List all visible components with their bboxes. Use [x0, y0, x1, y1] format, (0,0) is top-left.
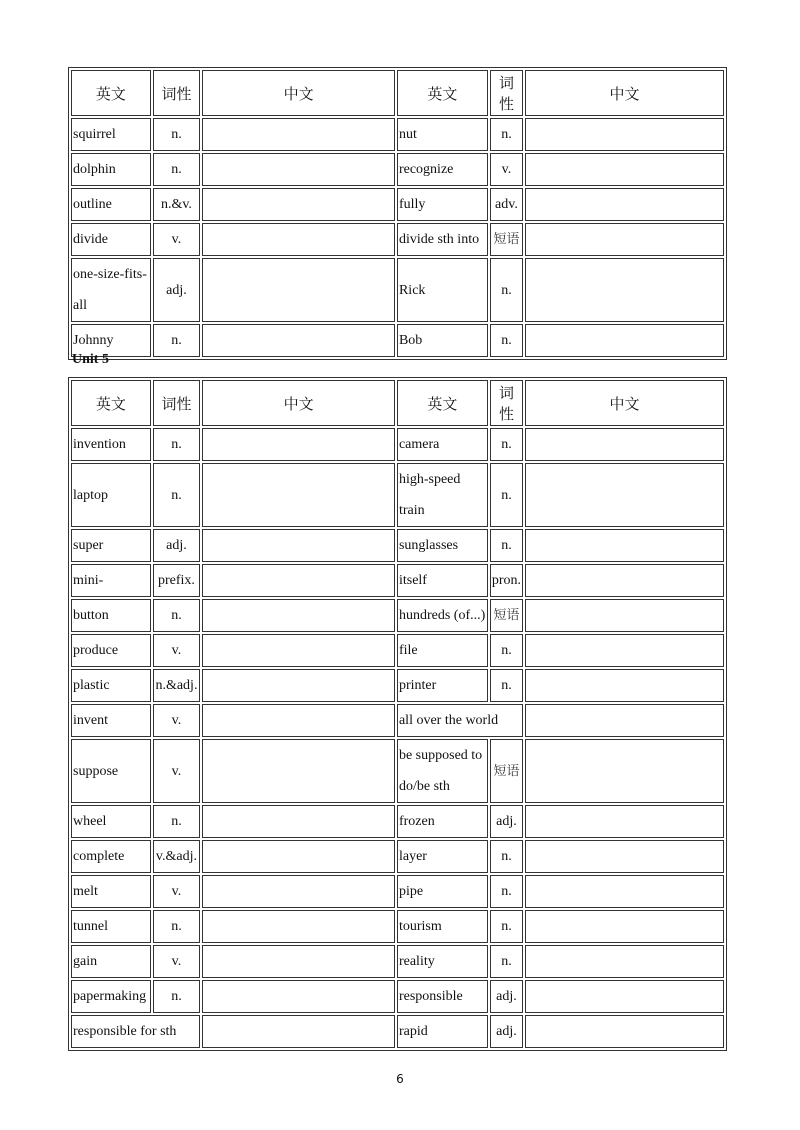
table-row: [71, 669, 724, 702]
english-word: super: [71, 529, 151, 562]
english-word: Rick: [397, 258, 488, 322]
english-word: outline: [71, 188, 151, 221]
table-row: [71, 840, 724, 873]
chinese-blank[interactable]: [202, 980, 395, 1013]
part-of-speech: n.: [490, 428, 523, 461]
table-row: [71, 875, 724, 908]
chinese-blank[interactable]: [525, 463, 724, 527]
header-english: 英文: [397, 70, 488, 116]
english-word: divide: [71, 223, 151, 256]
english-word: fully: [397, 188, 488, 221]
part-of-speech: 短语: [490, 599, 523, 632]
chinese-blank[interactable]: [525, 188, 724, 221]
table-row: [71, 324, 724, 357]
vocab-table-top: [68, 67, 727, 360]
table-row: [71, 258, 724, 322]
header-row: [71, 70, 724, 116]
chinese-blank[interactable]: [525, 599, 724, 632]
chinese-blank[interactable]: [525, 634, 724, 667]
part-of-speech: adj.: [490, 980, 523, 1013]
english-word: gain: [71, 945, 151, 978]
english-word: sunglasses: [397, 529, 488, 562]
english-word: reality: [397, 945, 488, 978]
chinese-blank[interactable]: [202, 118, 395, 151]
part-of-speech: n.: [153, 324, 200, 357]
table-row: [71, 463, 724, 527]
english-word: file: [397, 634, 488, 667]
english-word: Bob: [397, 324, 488, 357]
part-of-speech: n.&v.: [153, 188, 200, 221]
english-word: dolphin: [71, 153, 151, 186]
chinese-blank[interactable]: [525, 840, 724, 873]
header-row: [71, 380, 724, 426]
english-word: wheel: [71, 805, 151, 838]
part-of-speech: n.: [490, 875, 523, 908]
table-row: [71, 223, 724, 256]
part-of-speech: v.: [153, 945, 200, 978]
english-word: printer: [397, 669, 488, 702]
chinese-blank[interactable]: [202, 428, 395, 461]
english-word: be supposed to do/be sth: [397, 739, 488, 803]
table-row: [71, 980, 724, 1013]
header-pos: 词性: [490, 70, 523, 116]
chinese-blank[interactable]: [525, 669, 724, 702]
table-row: [71, 945, 724, 978]
chinese-blank[interactable]: [202, 463, 395, 527]
chinese-blank[interactable]: [202, 529, 395, 562]
chinese-blank[interactable]: [525, 910, 724, 943]
chinese-blank[interactable]: [525, 223, 724, 256]
chinese-blank[interactable]: [525, 980, 724, 1013]
header-chinese: 中文: [202, 70, 395, 116]
chinese-blank[interactable]: [202, 258, 395, 322]
table-row: [71, 1015, 724, 1048]
english-word: button: [71, 599, 151, 632]
part-of-speech: n.: [490, 634, 523, 667]
part-of-speech: n.&adj.: [153, 669, 200, 702]
header-pos: 词性: [153, 70, 200, 116]
english-word: suppose: [71, 739, 151, 803]
part-of-speech: adj.: [490, 805, 523, 838]
english-word: produce: [71, 634, 151, 667]
english-word: divide sth into: [397, 223, 488, 256]
part-of-speech: v.: [153, 739, 200, 803]
chinese-blank[interactable]: [202, 739, 395, 803]
chinese-blank[interactable]: [525, 875, 724, 908]
chinese-blank[interactable]: [202, 910, 395, 943]
english-word: squirrel: [71, 118, 151, 151]
page-number: 6: [396, 1072, 404, 1086]
header-chinese: 中文: [202, 380, 395, 426]
part-of-speech: n.: [490, 463, 523, 527]
english-word: nut: [397, 118, 488, 151]
part-of-speech: prefix.: [153, 564, 200, 597]
chinese-blank[interactable]: [525, 324, 724, 357]
english-word: laptop: [71, 463, 151, 527]
part-of-speech: n.: [153, 910, 200, 943]
table-row: [71, 188, 724, 221]
table-row: [71, 634, 724, 667]
chinese-blank[interactable]: [202, 1015, 395, 1048]
part-of-speech: n.: [490, 324, 523, 357]
part-of-speech: adj.: [153, 529, 200, 562]
chinese-blank[interactable]: [525, 1015, 724, 1048]
english-word: Johnny: [71, 324, 151, 357]
english-phrase: all over the world: [397, 704, 523, 737]
part-of-speech: n.: [490, 910, 523, 943]
chinese-blank[interactable]: [202, 153, 395, 186]
chinese-blank[interactable]: [525, 739, 724, 803]
chinese-blank[interactable]: [202, 840, 395, 873]
header-pos: 词性: [153, 380, 200, 426]
chinese-blank[interactable]: [202, 805, 395, 838]
part-of-speech: n.: [153, 118, 200, 151]
table-row: [71, 599, 724, 632]
english-word: responsible: [397, 980, 488, 1013]
part-of-speech: v.: [153, 875, 200, 908]
part-of-speech: n.: [153, 153, 200, 186]
part-of-speech: 短语: [490, 223, 523, 256]
part-of-speech: n.: [490, 669, 523, 702]
chinese-blank[interactable]: [525, 564, 724, 597]
part-of-speech: pron.: [490, 564, 523, 597]
part-of-speech: v.&adj.: [153, 840, 200, 873]
english-word: tourism: [397, 910, 488, 943]
chinese-blank[interactable]: [202, 875, 395, 908]
part-of-speech: adj.: [490, 1015, 523, 1048]
chinese-blank[interactable]: [202, 223, 395, 256]
english-word: recognize: [397, 153, 488, 186]
chinese-blank[interactable]: [202, 945, 395, 978]
unit-title: Unit 5: [72, 352, 109, 367]
chinese-blank[interactable]: [525, 945, 724, 978]
chinese-blank[interactable]: [202, 564, 395, 597]
header-english: 英文: [397, 380, 488, 426]
part-of-speech: v.: [153, 223, 200, 256]
table-row: [71, 739, 724, 803]
table-row: [71, 805, 724, 838]
english-phrase: responsible for sth: [71, 1015, 200, 1048]
english-word: itself: [397, 564, 488, 597]
english-word: melt: [71, 875, 151, 908]
chinese-blank[interactable]: [525, 704, 724, 737]
english-word: tunnel: [71, 910, 151, 943]
chinese-blank[interactable]: [525, 258, 724, 322]
header-english: 英文: [71, 380, 151, 426]
english-word: high-speed train: [397, 463, 488, 527]
chinese-blank[interactable]: [202, 704, 395, 737]
part-of-speech: n.: [490, 945, 523, 978]
chinese-blank[interactable]: [202, 669, 395, 702]
english-word: hundreds (of...): [397, 599, 488, 632]
table-row: [71, 564, 724, 597]
table-row: [71, 118, 724, 151]
part-of-speech: n.: [153, 428, 200, 461]
english-word: invent: [71, 704, 151, 737]
chinese-blank[interactable]: [525, 428, 724, 461]
english-word: invention: [71, 428, 151, 461]
chinese-blank[interactable]: [202, 188, 395, 221]
english-word: frozen: [397, 805, 488, 838]
chinese-blank[interactable]: [525, 153, 724, 186]
part-of-speech: n.: [490, 118, 523, 151]
table-row: [71, 153, 724, 186]
header-chinese: 中文: [525, 380, 724, 426]
part-of-speech: n.: [490, 529, 523, 562]
part-of-speech: v.: [153, 704, 200, 737]
header-english: 英文: [71, 70, 151, 116]
part-of-speech: n.: [153, 599, 200, 632]
english-word: plastic: [71, 669, 151, 702]
part-of-speech: n.: [153, 805, 200, 838]
english-word: one-size-fits-all: [71, 258, 151, 322]
part-of-speech: n.: [490, 840, 523, 873]
part-of-speech: adv.: [490, 188, 523, 221]
table-row: [71, 910, 724, 943]
part-of-speech: 短语: [490, 739, 523, 803]
english-word: papermaking: [71, 980, 151, 1013]
chinese-blank[interactable]: [525, 118, 724, 151]
chinese-blank[interactable]: [525, 805, 724, 838]
part-of-speech: v.: [490, 153, 523, 186]
english-word: mini-: [71, 564, 151, 597]
part-of-speech: n.: [153, 463, 200, 527]
english-word: layer: [397, 840, 488, 873]
english-word: camera: [397, 428, 488, 461]
table-row: [71, 704, 724, 737]
chinese-blank[interactable]: [202, 634, 395, 667]
part-of-speech: n.: [153, 980, 200, 1013]
part-of-speech: adj.: [153, 258, 200, 322]
chinese-blank[interactable]: [202, 599, 395, 632]
table-row: [71, 428, 724, 461]
chinese-blank[interactable]: [202, 324, 395, 357]
english-word: complete: [71, 840, 151, 873]
part-of-speech: v.: [153, 634, 200, 667]
header-pos: 词性: [490, 380, 523, 426]
chinese-blank[interactable]: [525, 529, 724, 562]
header-chinese: 中文: [525, 70, 724, 116]
vocab-table-unit5: [68, 377, 727, 1051]
table-row: [71, 529, 724, 562]
english-word: pipe: [397, 875, 488, 908]
part-of-speech: n.: [490, 258, 523, 322]
english-word: rapid: [397, 1015, 488, 1048]
